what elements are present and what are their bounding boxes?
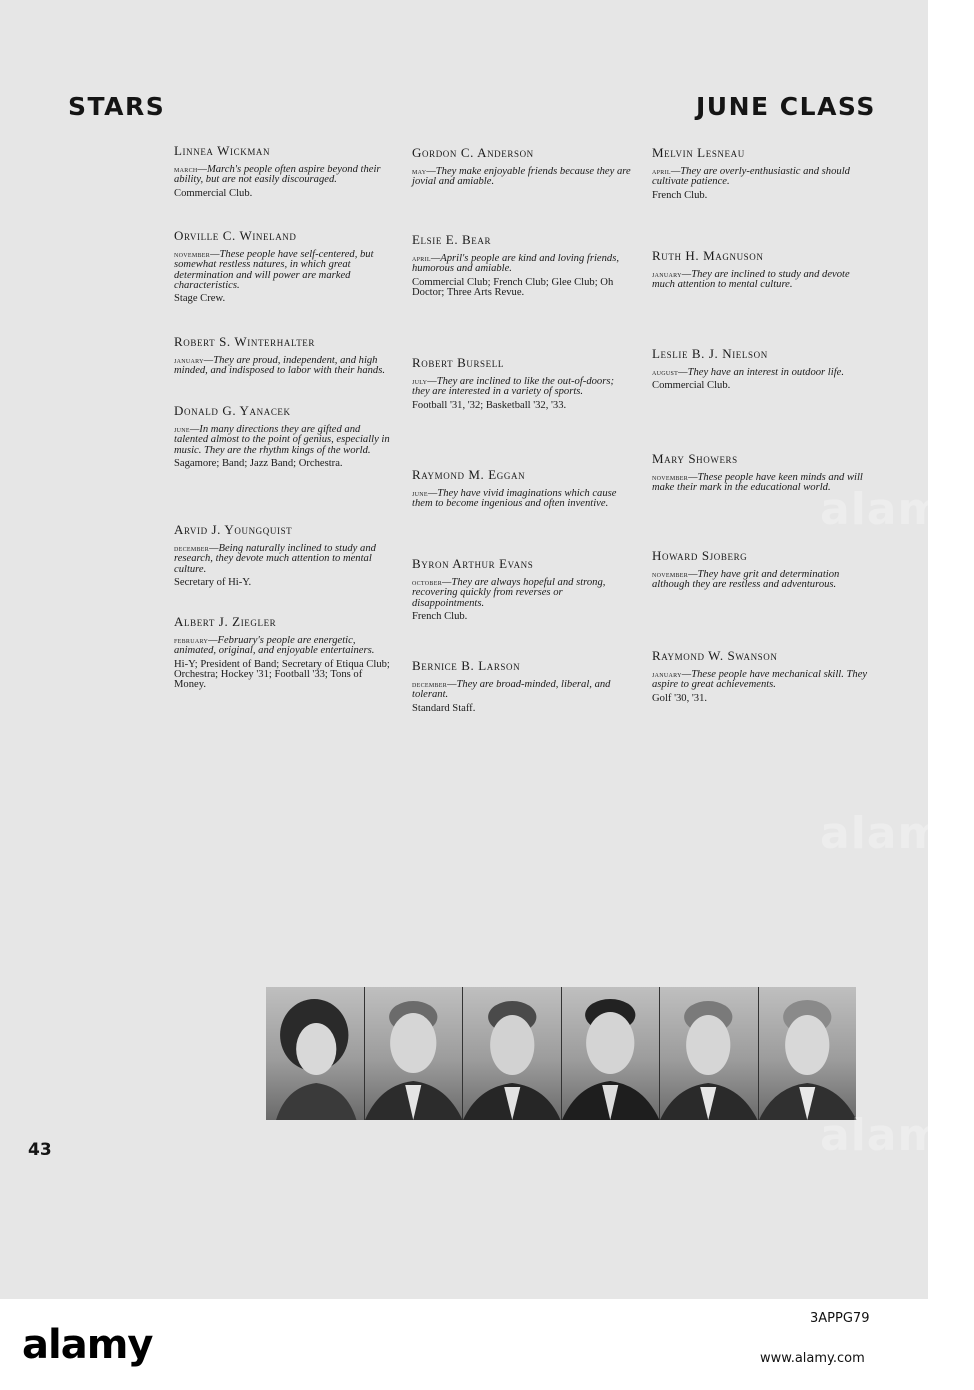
activities: Secretary of Hi-Y. [174, 576, 252, 588]
stock-id: 3APPG79 [810, 1311, 870, 1326]
horoscope-text: february—February's people are energetic, animated, original, and enjoyable entertainers. [174, 635, 375, 657]
horoscope-text: june—In many directions they are gifted and talented almost to the point of genius, especially in music. They are the rhythm kings of the world. [174, 424, 390, 456]
portrait-man-icon [759, 987, 857, 1120]
horoscope-desc: They are always hopeful and strong, recovering quickly from reverses or disappointments. [412, 577, 606, 609]
birth-month: july [412, 376, 428, 386]
birth-month: january [174, 355, 204, 365]
activities: Sagamore; Band; Jazz Band; Orchestra. [174, 457, 343, 469]
senior-name: Mary Showers [652, 451, 738, 466]
horoscope-text: april—April's people are kind and loving friends, humorous and amiable. [412, 253, 619, 275]
portrait-photo [463, 987, 561, 1120]
senior-name: Orville C. Wineland [174, 228, 297, 243]
horoscope-text: august—They have an interest in outdoor life. [652, 367, 844, 378]
horoscope-text: june—They have vivid imaginations which cause them to become ingenious and often inventive. [412, 488, 617, 510]
senior-entry [652, 145, 874, 201]
activities: Commercial Club; French Club; Glee Club; Oh Doctor; Three Arts Revue. [412, 276, 614, 298]
birth-month: april [412, 253, 431, 263]
birth-month: august [652, 367, 679, 377]
birth-month: january [652, 269, 682, 279]
activities: Hi-Y; President of Band; Secretary of Etiqua Club; Orchestra; Hockey '31; Football '33; Tons of Money. [174, 658, 390, 691]
senior-name: Melvin Lesneau [652, 145, 745, 160]
senior-entry [412, 467, 634, 510]
birth-month: june [174, 424, 190, 434]
activities: French Club. [412, 610, 468, 622]
horoscope-text: january—They are inclined to study and devote much attention to mental culture. [652, 269, 850, 291]
senior-name: Ruth H. Magnuson [652, 248, 764, 263]
portrait-woman-icon [266, 987, 364, 1120]
horoscope-text: march—March's people often aspire beyond their ability, but are not easily discouraged. [174, 164, 381, 186]
heading-stars: STARS [68, 92, 166, 121]
portrait-man-icon [660, 987, 758, 1120]
horoscope-text: january—They are proud, independent, and high minded, and indisposed to labor with their hands. [174, 355, 385, 377]
senior-entry [174, 614, 396, 690]
portrait-man-icon [365, 987, 463, 1120]
horoscope-desc: They have an interest in outdoor life. [687, 367, 844, 378]
senior-entry [174, 228, 396, 304]
horoscope-text: april—They are overly-enthusiastic and should cultivate patience. [652, 166, 850, 188]
horoscope-desc: They make enjoyable friends because they are jovial and amiable. [412, 166, 631, 188]
activities: Golf '30, '31. [652, 692, 708, 704]
horoscope-desc: Being naturally inclined to study and research, they devote much attention to mental culture. [174, 543, 376, 575]
activities: Commercial Club. [174, 187, 253, 199]
horoscope-text: december—They are broad-minded, liberal, and tolerant. [412, 679, 611, 701]
portrait-photo [562, 987, 660, 1120]
activities: Football '31, '32; Basketball '32, '33. [412, 399, 567, 411]
senior-name: Elsie E. Bear [412, 232, 492, 247]
birth-month: may [412, 166, 427, 176]
senior-name: Robert S. Winterhalter [174, 334, 316, 349]
senior-name: Bernice B. Larson [412, 658, 521, 673]
senior-name: Raymond W. Swanson [652, 648, 778, 663]
senior-entry [412, 232, 634, 298]
birth-month: december [174, 543, 210, 553]
heading-june-class: JUNE CLASS [696, 92, 876, 121]
senior-entry [174, 334, 396, 377]
senior-name: Linnea Wickman [174, 143, 271, 158]
senior-entry [652, 548, 874, 591]
horoscope-text: july—They are inclined to like the out-of-doors; they are interested in a variety of sports. [412, 376, 614, 398]
watermark: alamy [820, 1110, 974, 1161]
senior-entry [652, 648, 874, 704]
birth-month: april [652, 166, 671, 176]
portrait-man-icon [562, 987, 660, 1120]
senior-name: Albert J. Ziegler [174, 614, 277, 629]
senior-entry [652, 346, 874, 392]
birth-month: january [652, 669, 682, 679]
birth-month: december [412, 679, 448, 689]
senior-name: Leslie B. J. Nielson [652, 346, 768, 361]
senior-entry [174, 522, 396, 588]
senior-entry [412, 145, 634, 188]
horoscope-text: november—These people have self-centered, but somewhat restless natures, in which great determination and will power are marked characteristics. [174, 249, 374, 291]
horoscope-desc: They have vivid imaginations which cause them to become ingenious and often inventive. [412, 488, 617, 510]
horoscope-desc: These people have keen minds and will make their mark in the educational world. [652, 472, 863, 494]
senior-name: Arvid J. Youngquist [174, 522, 293, 537]
portrait-photo [759, 987, 857, 1120]
horoscope-desc: They are inclined to like the out-of-doors; they are interested in a variety of sports. [412, 376, 614, 398]
page-number: 43 [28, 1140, 52, 1160]
portrait-strip [266, 987, 856, 1120]
activities: Standard Staff. [412, 702, 476, 714]
senior-entry [174, 143, 396, 199]
senior-name: Raymond M. Eggan [412, 467, 526, 482]
horoscope-desc: April's people are kind and loving friends, humorous and amiable. [412, 253, 619, 275]
horoscope-desc: These people have self-centered, but somewhat restless natures, in which great determination and will power are marked characteristics. [174, 249, 374, 291]
horoscope-desc: March's people often aspire beyond their ability, but are not easily discouraged. [174, 164, 381, 186]
horoscope-text: november—These people have keen minds and will make their mark in the educational world. [652, 472, 863, 494]
senior-entry [174, 403, 396, 469]
portrait-photo [266, 987, 364, 1120]
activities: French Club. [652, 189, 708, 201]
birth-month: november [652, 472, 689, 482]
horoscope-text: november—They have grit and determination although they are restless and adventurous. [652, 569, 840, 591]
horoscope-desc: They have grit and determination although they are restless and adventurous. [652, 569, 840, 591]
horoscope-text: january—These people have mechanical skill. They aspire to great achievements. [652, 669, 868, 691]
horoscope-desc: They are inclined to study and devote much attention to mental culture. [652, 269, 850, 291]
senior-name: Robert Bursell [412, 355, 504, 370]
senior-name: Donald G. Yanacek [174, 403, 291, 418]
horoscope-desc: February's people are energetic, animated, original, and enjoyable entertainers. [174, 635, 375, 657]
horoscope-text: october—They are always hopeful and strong, recovering quickly from reverses or disappointments. [412, 577, 606, 609]
watermark: alamy [820, 484, 974, 535]
watermark: alamy [820, 808, 974, 859]
senior-entry [412, 355, 634, 411]
activities: Stage Crew. [174, 293, 226, 305]
portrait-photo [365, 987, 463, 1120]
alamy-logo: alamy [22, 1322, 153, 1368]
portrait-photo [660, 987, 758, 1120]
birth-month: february [174, 635, 209, 645]
site-url[interactable]: www.alamy.com [760, 1351, 865, 1366]
birth-month: october [412, 577, 442, 587]
senior-name: Byron Arthur Evans [412, 556, 534, 571]
birth-month: november [652, 569, 689, 579]
horoscope-desc: They are overly-enthusiastic and should cultivate patience. [652, 166, 850, 188]
horoscope-desc: These people have mechanical skill. They aspire to great achievements. [652, 669, 868, 691]
senior-entry [652, 248, 874, 291]
senior-entry [412, 658, 634, 714]
senior-name: Howard Sjoberg [652, 548, 748, 563]
birth-month: march [174, 164, 198, 174]
activities: Commercial Club. [652, 380, 731, 392]
birth-month: november [174, 249, 211, 259]
horoscope-desc: In many directions they are gifted and talented almost to the point of genius, especially in music. They are the rhythm kings of the world. [174, 424, 390, 456]
senior-name: Gordon C. Anderson [412, 145, 534, 160]
horoscope-text: december—Being naturally inclined to study and research, they devote much attention to mental culture. [174, 543, 376, 575]
horoscope-desc: They are proud, independent, and high minded, and indisposed to labor with their hands. [174, 355, 385, 377]
birth-month: june [412, 488, 428, 498]
horoscope-text: may—They make enjoyable friends because they are jovial and amiable. [412, 166, 631, 188]
horoscope-desc: They are broad-minded, liberal, and tolerant. [412, 679, 611, 701]
senior-entry [412, 556, 634, 622]
portrait-man-icon [463, 987, 561, 1120]
